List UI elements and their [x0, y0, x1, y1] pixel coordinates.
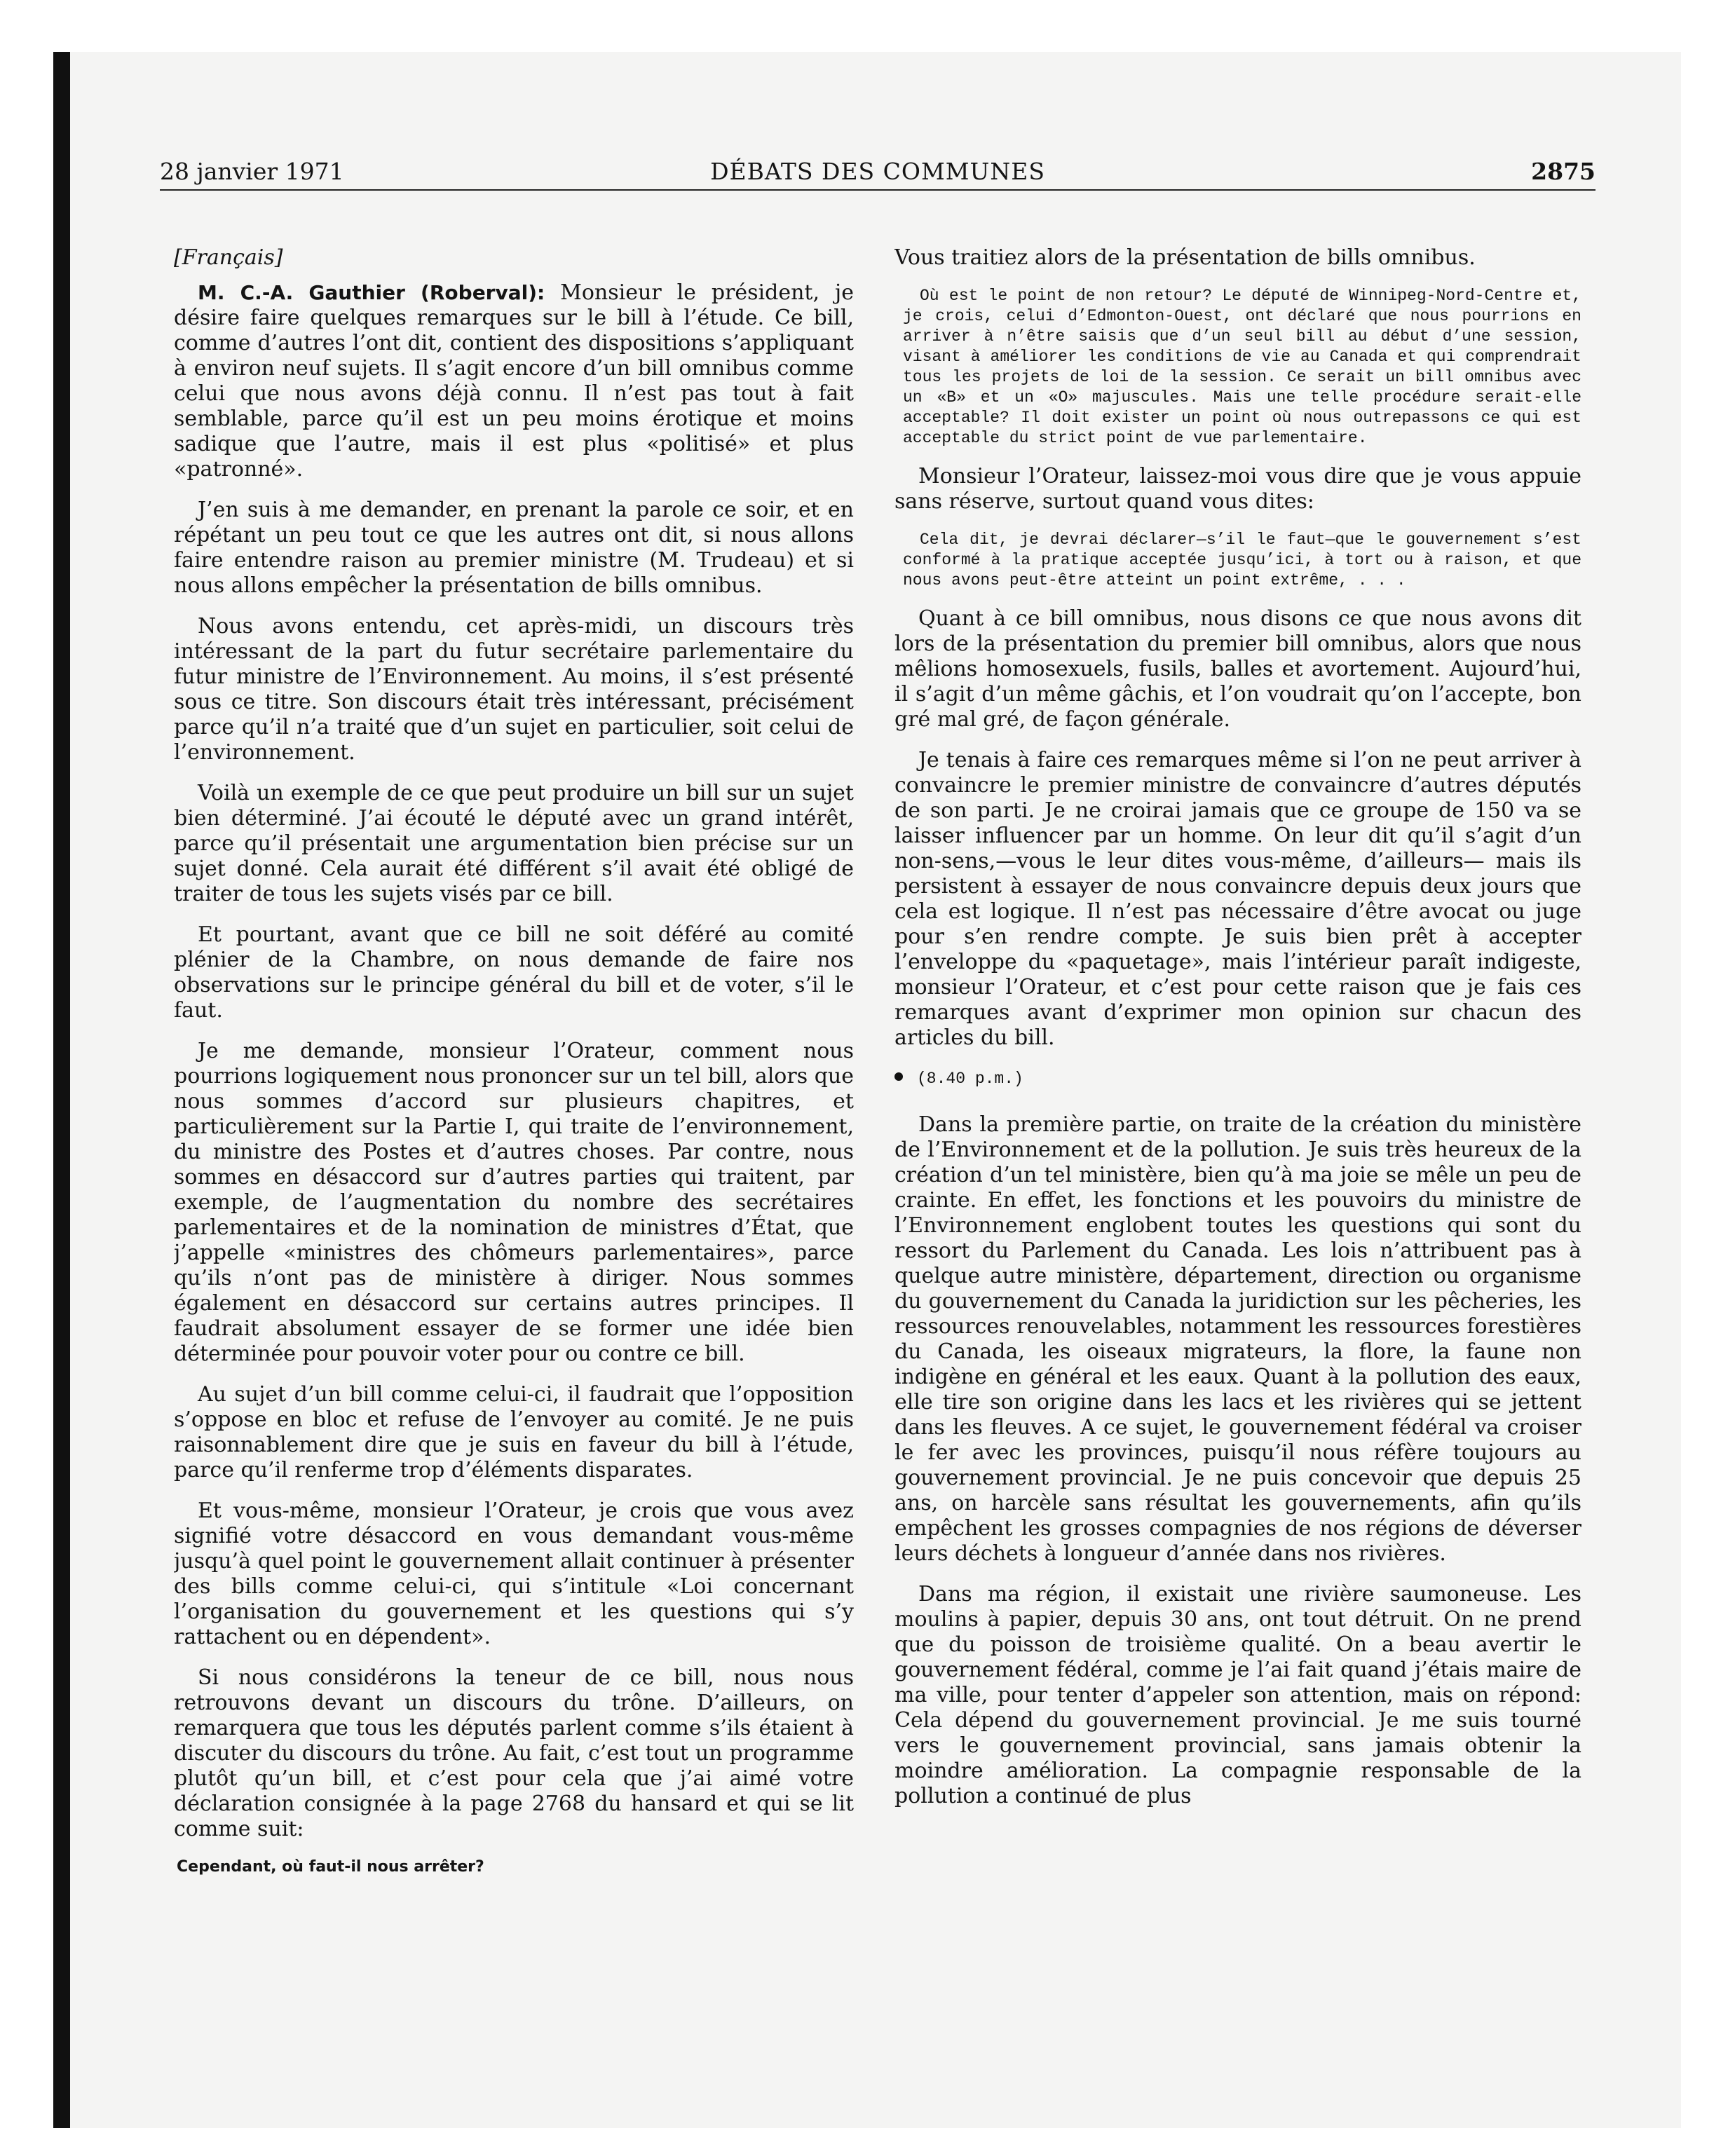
left-column — [174, 245, 854, 2054]
paragraph — [174, 280, 854, 482]
header-title: DÉBATS DES COMMUNES — [710, 158, 1045, 185]
paragraph: Monsieur l’Orateur, laissez-moi vous dire que je vous appuie sans réserve, surtout quand vous dites: — [894, 464, 1581, 514]
language-marker: [Français] — [174, 245, 283, 270]
paragraph: Dans ma région, il existait une rivière saumoneuse. Les moulins à papier, depuis 30 ans, ont tout détruit. On ne prend que du poisson de troisième qualité. On a beau avertir le gouvernement fédéral, comme je l’ai fait quand j’étais maire de ma ville, pour tenter d’appeler son attention, mais on répond: Cela dépend du gouvernement provincial. Je me suis tourné vers le gouvernement provincial, sans jamais obtenir la moindre amélioration. La compagnie responsable de la pollution a continué de plus — [894, 1582, 1581, 1808]
paragraph: Au sujet d’un bill comme celui-ci, il faudrait que l’opposition s’oppose en bloc et refuse de l’envoyer au comité. Je ne puis raisonnablement dire que je suis en faveur du bill à l’étude, parce qu’il renferme trop d’éléments disparates. — [174, 1382, 854, 1482]
bullet-icon — [894, 1072, 903, 1081]
time-marker-row — [894, 1066, 1581, 1091]
page-header — [160, 150, 1595, 191]
right-column — [894, 245, 1581, 2054]
paragraph: Et pourtant, avant que ce bill ne soit déféré au comité plénier de la Chambre, on nous demande de faire nos observations sur le principe général du bill et de voter, s’il le faut. — [174, 922, 854, 1023]
page-number: 2875 — [1531, 158, 1595, 185]
paragraph: Si nous considérons la teneur de ce bill, nous nous retrouvons devant un discours du trône. D’ailleurs, on remarquera que tous les députés parlent comme s’ils étaient à discuter du discours du trône. Au fait, c’est tout un programme plutôt qu’un bill, et c’est pour cela que j’ai aimé votre déclaration consignée à la page 2768 du hansard et qui se lit comme suit: — [174, 1665, 854, 1841]
paragraph: Je me demande, monsieur l’Orateur, comment nous pourrions logiquement nous prononcer sur un tel bill, alors que nous sommes d’accord sur plusieurs chapitres, et particulièrement sur la Partie I, qui traite de l’environnement, du ministre des Postes et d’autres choses. Par contre, nous sommes en désaccord sur d’autres parties qui traitent, par exemple, de l’augmentation du nombre des secrétaires parlementaires et de la nomination de ministres d’État, que j’appelle «ministres des chômeurs parlementaires», parce qu’ils n’ont pas de ministère à diriger. Nous sommes également en désaccord sur certains autres principes. Il faudrait absolument essayer de se former une idée bien déterminée pour pouvoir voter pour ou contre ce bill. — [174, 1039, 854, 1366]
header-date: 28 janvier 1971 — [160, 158, 344, 185]
paragraph: J’en suis à me demander, en prenant la parole ce soir, et en répétant un peu tout ce que les autres ont dit, si nous allons faire entendre raison au premier ministre (M. Trudeau) et si nous allons empêcher la présentation de bills omnibus. — [174, 498, 854, 598]
paragraph: Voilà un exemple de ce que peut produire un bill sur un sujet bien déterminé. J’ai écouté le député avec un grand intérêt, parce qu’il présentait une argumentation bien précise sur un sujet donné. Cela aurait été différent s’il avait été obligé de traiter de tous les sujets visés par ce bill. — [174, 781, 854, 906]
paragraph: Et vous-même, monsieur l’Orateur, je crois que vous avez signifié votre désaccord en vous demandant vous-même jusqu’à quel point le gouvernement allait continuer à présenter des bills comme celui-ci, qui s’intitule «Loi concernant l’organisation du gouvernement et les questions qui s’y rattachent ou en dépendent». — [174, 1499, 854, 1649]
paragraph: Dans la première partie, on traite de la création du ministère de l’Environnement et de la pollution. Je suis très heureux de la création d’un tel ministère, bien qu’à ma joie se mêle un peu de crainte. En effet, les fonctions et les pouvoirs du ministre de l’Environnement englobent toutes les questions qui sont du ressort du Parlement du Canada. Les lois n’attribuent pas à quelque autre ministère, département, direction ou organisme du gouvernement du Canada la juridiction sur les pêcheries, les ressources renouvelables, notamment les ressources forestières du Canada, les oiseaux migrateurs, la flore, la faune non indigène en général et les eaux. Quant à la pollution des eaux, elle tire son origine dans les lacs et les rivières qui se jettent dans les fleuves. A ce sujet, le gouvernement fédéral va croiser le fer avec les provinces, puisqu’il nous réfère toujours au gouvernement provincial. Je ne puis concevoir que depuis 25 ans, on harcèle sans résultat les gouvernements, afin qu’ils empêchent les grosses compagnies de nos régions de déverser leurs déchets à longueur d’année dans nos rivières. — [894, 1112, 1581, 1566]
speaker-name: M. C.-A. Gauthier (Roberval): — [198, 281, 545, 304]
paragraph: Je tenais à faire ces remarques même si l’on ne peut arriver à convaincre le premier ministre de convaincre d’autres députés de son parti. Je ne croirai jamais que ce groupe de 150 va se laisser influencer par un homme. On leur dit qu’il s’agit d’un non-sens,—vous le leur dites vous-même, d’ailleurs— mais ils persistent à essayer de nous convaincre depuis deux jours que cela est logique. Il n’est pas nécessaire d’être avocat ou juge pour s’en rendre compte. Je suis bien prêt à accepter l’enveloppe du «paquetage», mais l’intérieur paraît indigeste, monsieur l’Orateur, et c’est pour cette raison que je fais ces remarques avant d’exprimer mon opinion sur chacun des articles du bill. — [894, 748, 1581, 1050]
block-quote: Cela dit, je devrai déclarer—s’il le faut—que le gouvernement s’est conformé à la pratique acceptée jusqu’ici, à tort ou à raison, et que nous avons peut-être atteint un point extrême, . . . — [903, 531, 1581, 589]
block-quote: Où est le point de non retour? Le député de Winnipeg-Nord-Centre et, je crois, celui d’Edmonton-Ouest, ont déclaré que nous pourrions en arriver à n’être saisis que d’un seul bill au début d’une session, visant à améliorer les conditions de vie au Canada et qui comprendrait tous les projets de loi de la session. Ce serait un bill omnibus avec un «B» et un «O» majuscules. Mais une telle procédure serait-elle acceptable? Il doit exister un point où nous outrepassons ce qui est acceptable du strict point de vue parlementaire. — [903, 287, 1581, 447]
paragraph: Vous traitiez alors de la présentation de bills omnibus. — [894, 245, 1476, 270]
time-marker: (8.40 p.m.) — [917, 1070, 1023, 1088]
paragraph: Quant à ce bill omnibus, nous disons ce que nous avons dit lors de la présentation du premier bill omnibus, alors que nous mêlions homosexuels, fusils, balles et avortement. Aujourd’hui, il s’agit d’un même gâchis, et l’on voudrait qu’on l’accepte, bon gré mal gré, de façon générale. — [894, 606, 1581, 732]
paragraph: Nous avons entendu, cet après-midi, un discours très intéressant de la part du futur secrétaire parlementaire du futur ministre de l’Environnement. Au moins, il s’est présenté sous ce titre. Son discours était très intéressant, précisément parce qu’il n’a traité que d’un sujet en particulier, soit celui de l’environnement. — [174, 614, 854, 765]
quote-start: Cependant, où faut-il nous arrêter? — [177, 1858, 484, 1876]
paragraph-text: Monsieur le président, je désire faire quelques remarques sur le bill à l’étude. Ce bill, comme d’autres l’ont dit, contient des dispositions s’appliquant à environ neuf sujets. Il s’agit encore d’un bill omnibus comme celui que nous avons déjà connu. Il n’est pas tout à fait semblable, parce qu’il est un peu moins érotique et moins sadique que l’autre, mais il est plus «politisé» et plus «patronné». — [174, 280, 854, 482]
